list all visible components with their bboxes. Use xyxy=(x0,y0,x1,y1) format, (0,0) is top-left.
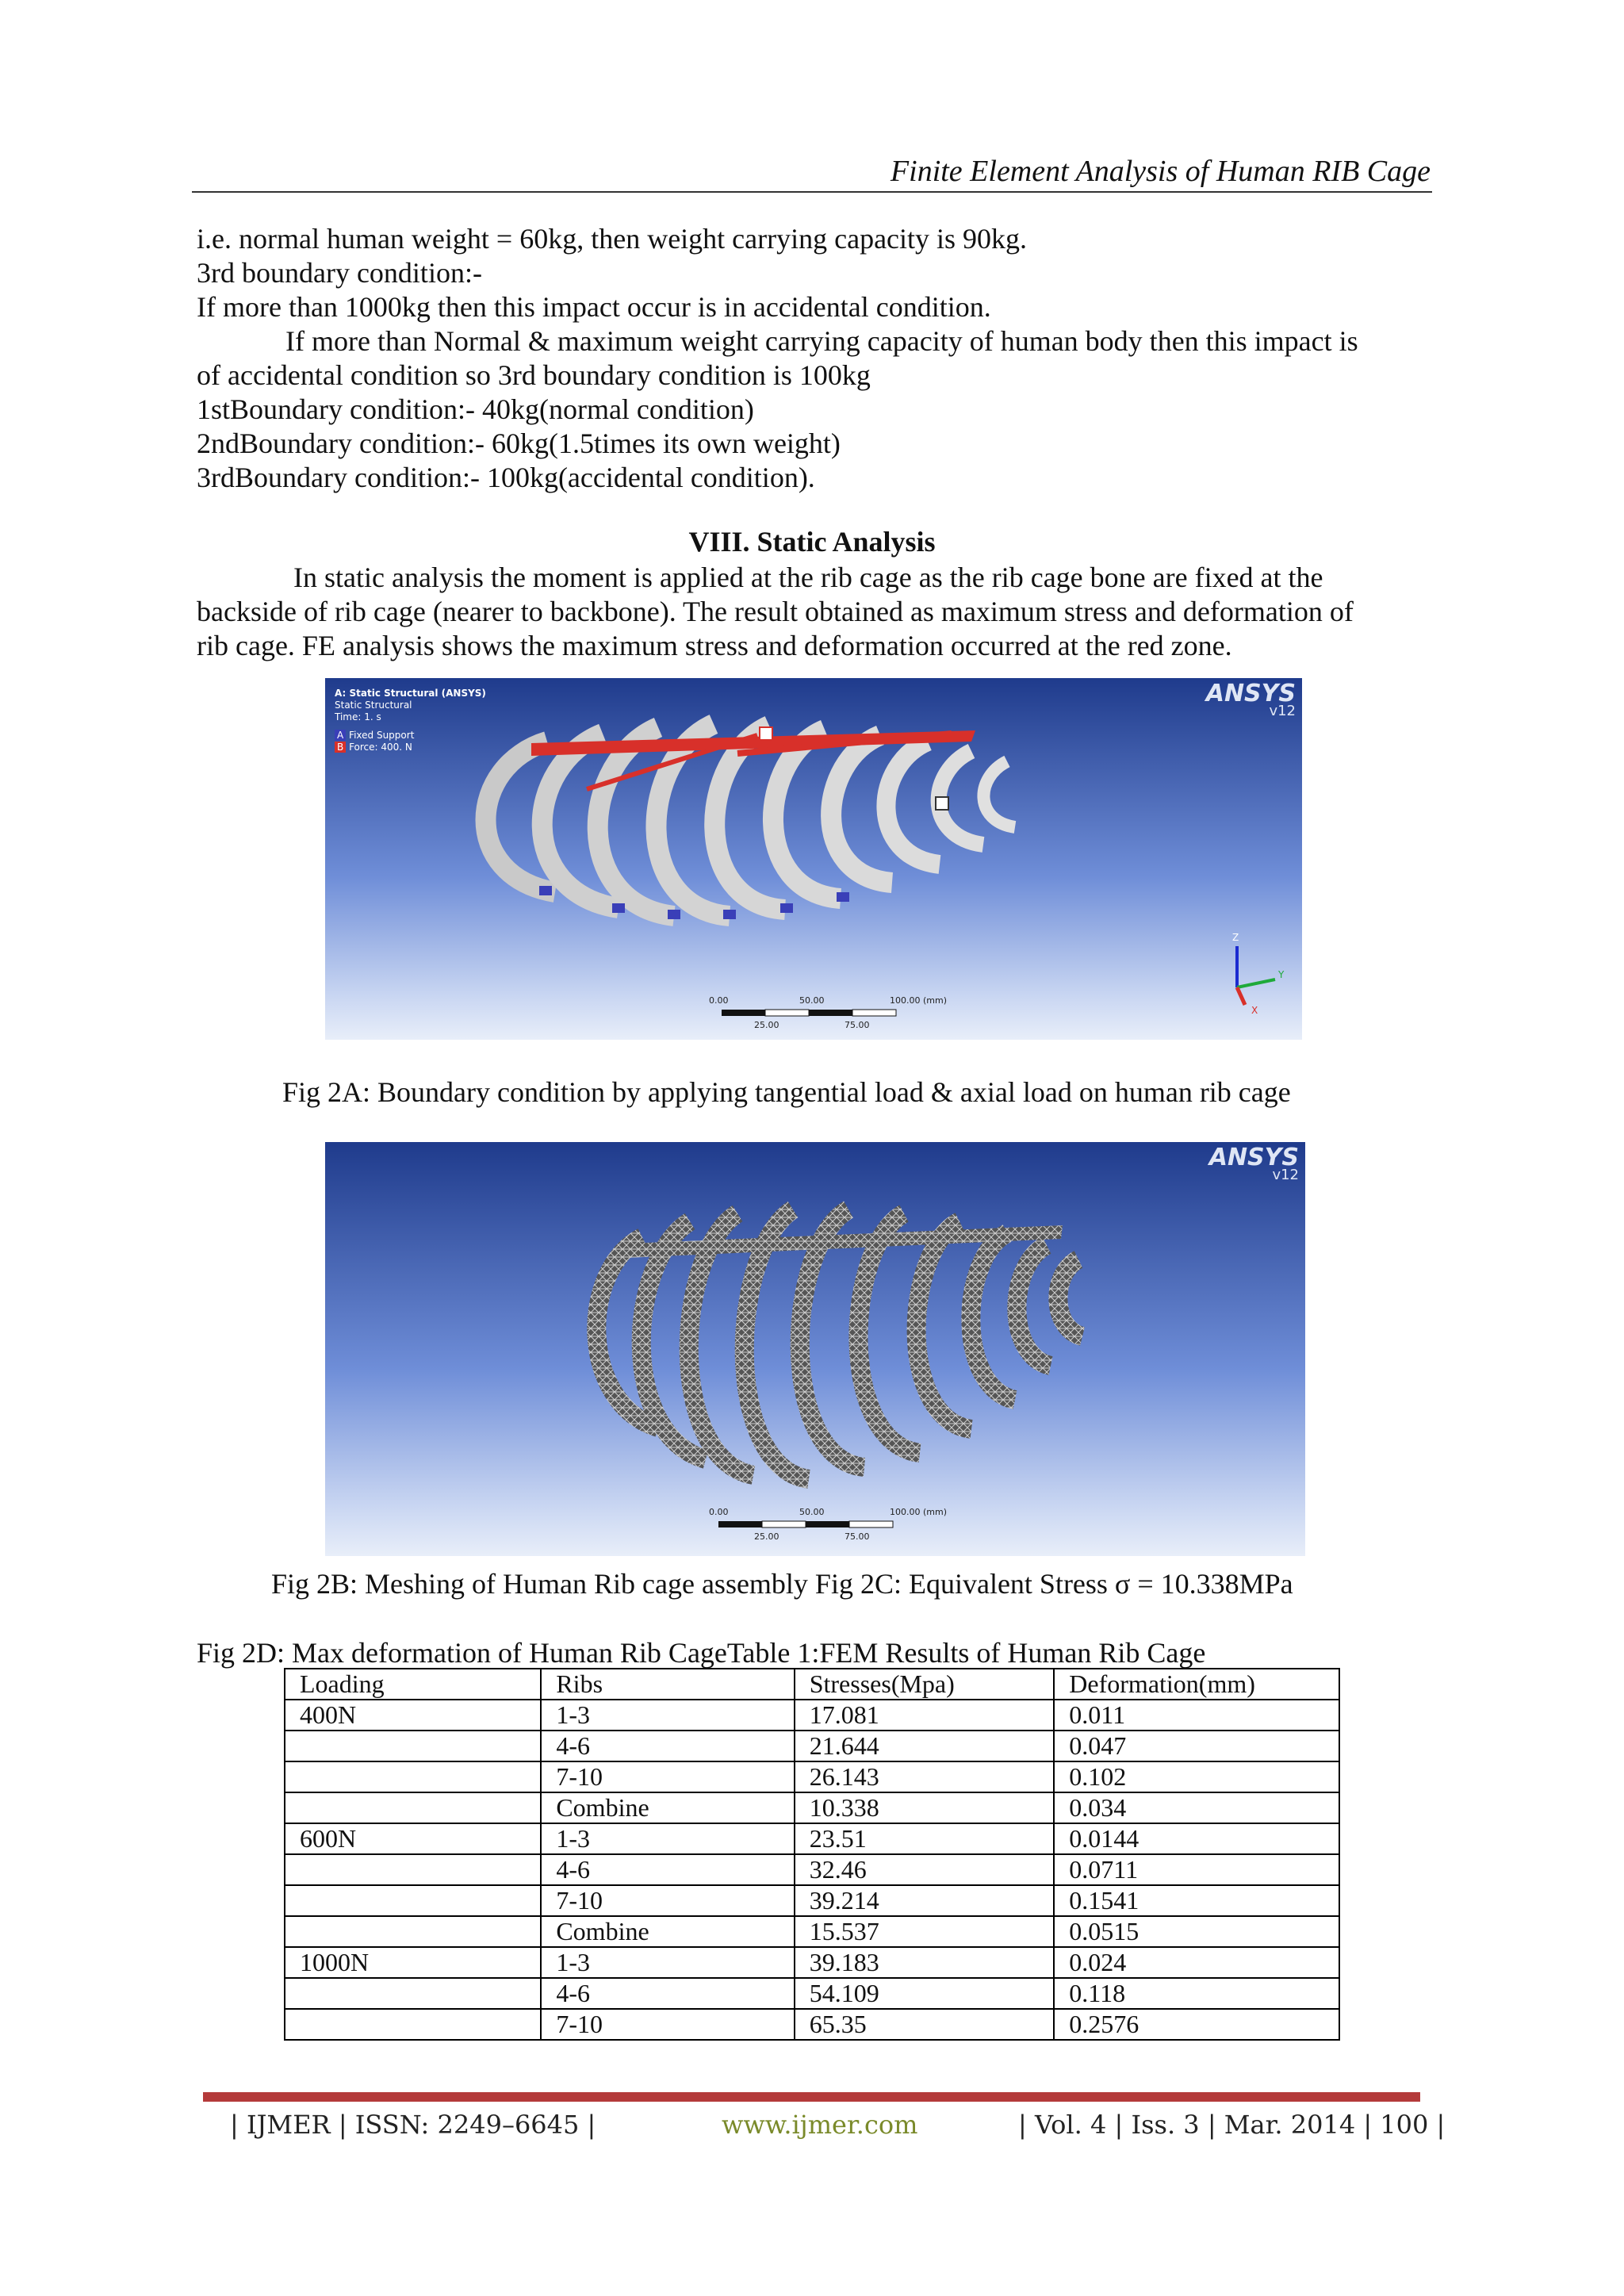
table-cell: 23.51 xyxy=(795,1823,1055,1854)
ansys-version: v12 xyxy=(1272,1167,1299,1183)
table-cell: 7-10 xyxy=(541,1761,794,1792)
table-cell: 0.034 xyxy=(1054,1792,1339,1823)
table-cell: 0.102 xyxy=(1054,1761,1339,1792)
table-row xyxy=(285,1885,1339,1916)
scale-label-100: 100.00 (mm) xyxy=(890,1507,947,1517)
table-header-cell: Stresses(Mpa) xyxy=(795,1669,1055,1700)
paragraph-line: If more than Normal & maximum weight carrying capacity of human body then this impact is xyxy=(285,325,1358,357)
running-title: Finite Element Analysis of Human RIB Cage xyxy=(890,155,1431,188)
table-row xyxy=(285,1916,1339,1947)
table-cell: 17.081 xyxy=(795,1700,1055,1731)
table-cell: 0.024 xyxy=(1054,1947,1339,1978)
table-cell: 0.1541 xyxy=(1054,1885,1339,1916)
table-row xyxy=(285,1823,1339,1854)
paragraph-line: i.e. normal human weight = 60kg, then weight carrying capacity is 90kg. xyxy=(197,223,1028,255)
paragraph-line: rib cage. FE analysis shows the maximum stress and deformation occurred at the red zone. xyxy=(197,630,1232,661)
boundary-condition-2: 2ndBoundary condition:- 60kg(1.5times its own weight) xyxy=(197,427,841,459)
axis-label-z: Z xyxy=(1232,932,1239,943)
scale-label-25: 25.00 xyxy=(754,1531,779,1542)
table-cell: 1000N xyxy=(285,1947,541,1978)
table-cell: 7-10 xyxy=(541,1885,794,1916)
table-cell: 0.118 xyxy=(1054,1978,1339,2009)
table-cell xyxy=(285,1792,541,1823)
legend-force xyxy=(335,742,486,753)
figure-2a-caption: Fig 2A: Boundary condition by applying tangential load & axial load on human rib cage xyxy=(282,1076,1291,1108)
scale-label-50: 50.00 xyxy=(799,995,825,1006)
table-row xyxy=(285,2009,1339,2040)
table-cell: 1-3 xyxy=(541,1700,794,1731)
table-cell: 26.143 xyxy=(795,1761,1055,1792)
table-row xyxy=(285,1761,1339,1792)
scale-label-0: 0.00 xyxy=(709,1507,729,1517)
table-cell xyxy=(285,1978,541,2009)
scale-label-0: 0.00 xyxy=(709,995,729,1006)
table-caption: Fig 2D: Max deformation of Human Rib CageTable 1:FEM Results of Human Rib Cage xyxy=(197,1637,1206,1669)
table-cell: 0.011 xyxy=(1054,1700,1339,1731)
figure-time: Time: 1. s xyxy=(335,711,381,723)
table-cell: 10.338 xyxy=(795,1792,1055,1823)
paragraph-line: of accidental condition so 3rd boundary condition is 100kg xyxy=(197,359,871,391)
figure-analysis-subtitle: Static Structural xyxy=(335,700,412,711)
table-cell: 1-3 xyxy=(541,1823,794,1854)
scale-label-75: 75.00 xyxy=(845,1020,870,1030)
table-header-cell: Loading xyxy=(285,1669,541,1700)
figure-meshing xyxy=(325,1142,1305,1556)
table-row xyxy=(285,1947,1339,1978)
footer-website-link[interactable]: www.ijmer.com xyxy=(722,2110,918,2140)
figure-analysis-title: A: Static Structural (ANSYS) xyxy=(335,688,486,699)
table-cell: 0.0515 xyxy=(1054,1916,1339,1947)
table-cell xyxy=(285,1885,541,1916)
paragraph-line: In static analysis the moment is applied at the rib cage as the rib cage bone are fixed at the xyxy=(293,562,1323,593)
axis-label-y: Y xyxy=(1278,969,1285,980)
figure-2b-2c-caption: Fig 2B: Meshing of Human Rib cage assembly Fig 2C: Equivalent Stress σ = 10.338MPa xyxy=(271,1568,1293,1600)
ansys-version: v12 xyxy=(1269,703,1296,719)
boundary-condition-3: 3rdBoundary condition:- 100kg(accidental condition). xyxy=(197,462,815,493)
table-cell xyxy=(285,1731,541,1761)
table-cell: Combine xyxy=(541,1792,794,1823)
table-cell xyxy=(285,2009,541,2040)
table-header-cell: Ribs xyxy=(541,1669,794,1700)
table-cell xyxy=(285,1854,541,1885)
body-text-block-1 xyxy=(197,222,1418,495)
table-cell: 15.537 xyxy=(795,1916,1055,1947)
header-rule xyxy=(192,191,1432,193)
ansys-logo xyxy=(1209,1144,1299,1183)
figure-boundary-condition xyxy=(325,678,1302,1040)
table-cell: 65.35 xyxy=(795,2009,1055,2040)
section-heading: VIII. Static Analysis xyxy=(688,526,936,558)
table-row xyxy=(285,1978,1339,2009)
ansys-logo-text: ANSYS xyxy=(1205,680,1296,707)
legend-fixed-support-tag: A xyxy=(335,730,346,741)
table-cell: 0.0144 xyxy=(1054,1823,1339,1854)
fem-results-table xyxy=(284,1668,1340,2041)
rib-cage-mesh-illustration xyxy=(325,1142,1305,1556)
table-cell: 0.2576 xyxy=(1054,2009,1339,2040)
footer-rule xyxy=(203,2092,1420,2102)
legend-force-label: Force: 400. N xyxy=(349,742,412,753)
scale-label-100: 100.00 (mm) xyxy=(890,995,947,1006)
footer-volume-page: | Vol. 4 | Iss. 3 | Mar. 2014 | 100 | xyxy=(1018,2110,1446,2140)
table-cell: 400N xyxy=(285,1700,541,1731)
table-cell: 1-3 xyxy=(541,1947,794,1978)
table-row xyxy=(285,1854,1339,1885)
paragraph-line: 3rd boundary condition:- xyxy=(197,257,482,289)
table-cell: 4-6 xyxy=(541,1854,794,1885)
footer-journal-info: | IJMER | ISSN: 2249–6645 | xyxy=(230,2110,596,2140)
legend-fixed-support-label: Fixed Support xyxy=(349,730,415,741)
scale-label-50: 50.00 xyxy=(799,1507,825,1517)
table-cell: 0.047 xyxy=(1054,1731,1339,1761)
table-cell xyxy=(285,1916,541,1947)
table-cell: 39.214 xyxy=(795,1885,1055,1916)
table-cell: 0.0711 xyxy=(1054,1854,1339,1885)
scale-label-75: 75.00 xyxy=(845,1531,870,1542)
table-cell: 4-6 xyxy=(541,1978,794,2009)
table-header-row xyxy=(285,1669,1339,1700)
axis-label-x: X xyxy=(1251,1005,1258,1016)
table-cell: 4-6 xyxy=(541,1731,794,1761)
table-cell: 600N xyxy=(285,1823,541,1854)
table-row xyxy=(285,1731,1339,1761)
boundary-condition-1: 1stBoundary condition:- 40kg(normal condition) xyxy=(197,393,754,425)
ansys-logo-text: ANSYS xyxy=(1208,1144,1299,1171)
legend-fixed-support xyxy=(335,730,486,742)
table-row xyxy=(285,1792,1339,1823)
body-text-block-2 xyxy=(197,561,1418,663)
legend-force-tag: B xyxy=(335,742,346,753)
paragraph-line: backside of rib cage (nearer to backbone). The result obtained as maximum stress and deformation of xyxy=(197,596,1354,627)
figure-legend xyxy=(335,688,486,753)
paragraph-line: If more than 1000kg then this impact occur is in accidental condition. xyxy=(197,291,991,323)
table-cell: 32.46 xyxy=(795,1854,1055,1885)
table-cell: 21.644 xyxy=(795,1731,1055,1761)
table-cell: 39.183 xyxy=(795,1947,1055,1978)
ansys-logo xyxy=(1206,680,1296,719)
table-cell xyxy=(285,1761,541,1792)
scale-label-25: 25.00 xyxy=(754,1020,779,1030)
table-row xyxy=(285,1700,1339,1731)
table-cell: Combine xyxy=(541,1916,794,1947)
table-header-cell: Deformation(mm) xyxy=(1054,1669,1339,1700)
table-cell: 54.109 xyxy=(795,1978,1055,2009)
table-cell: 7-10 xyxy=(541,2009,794,2040)
